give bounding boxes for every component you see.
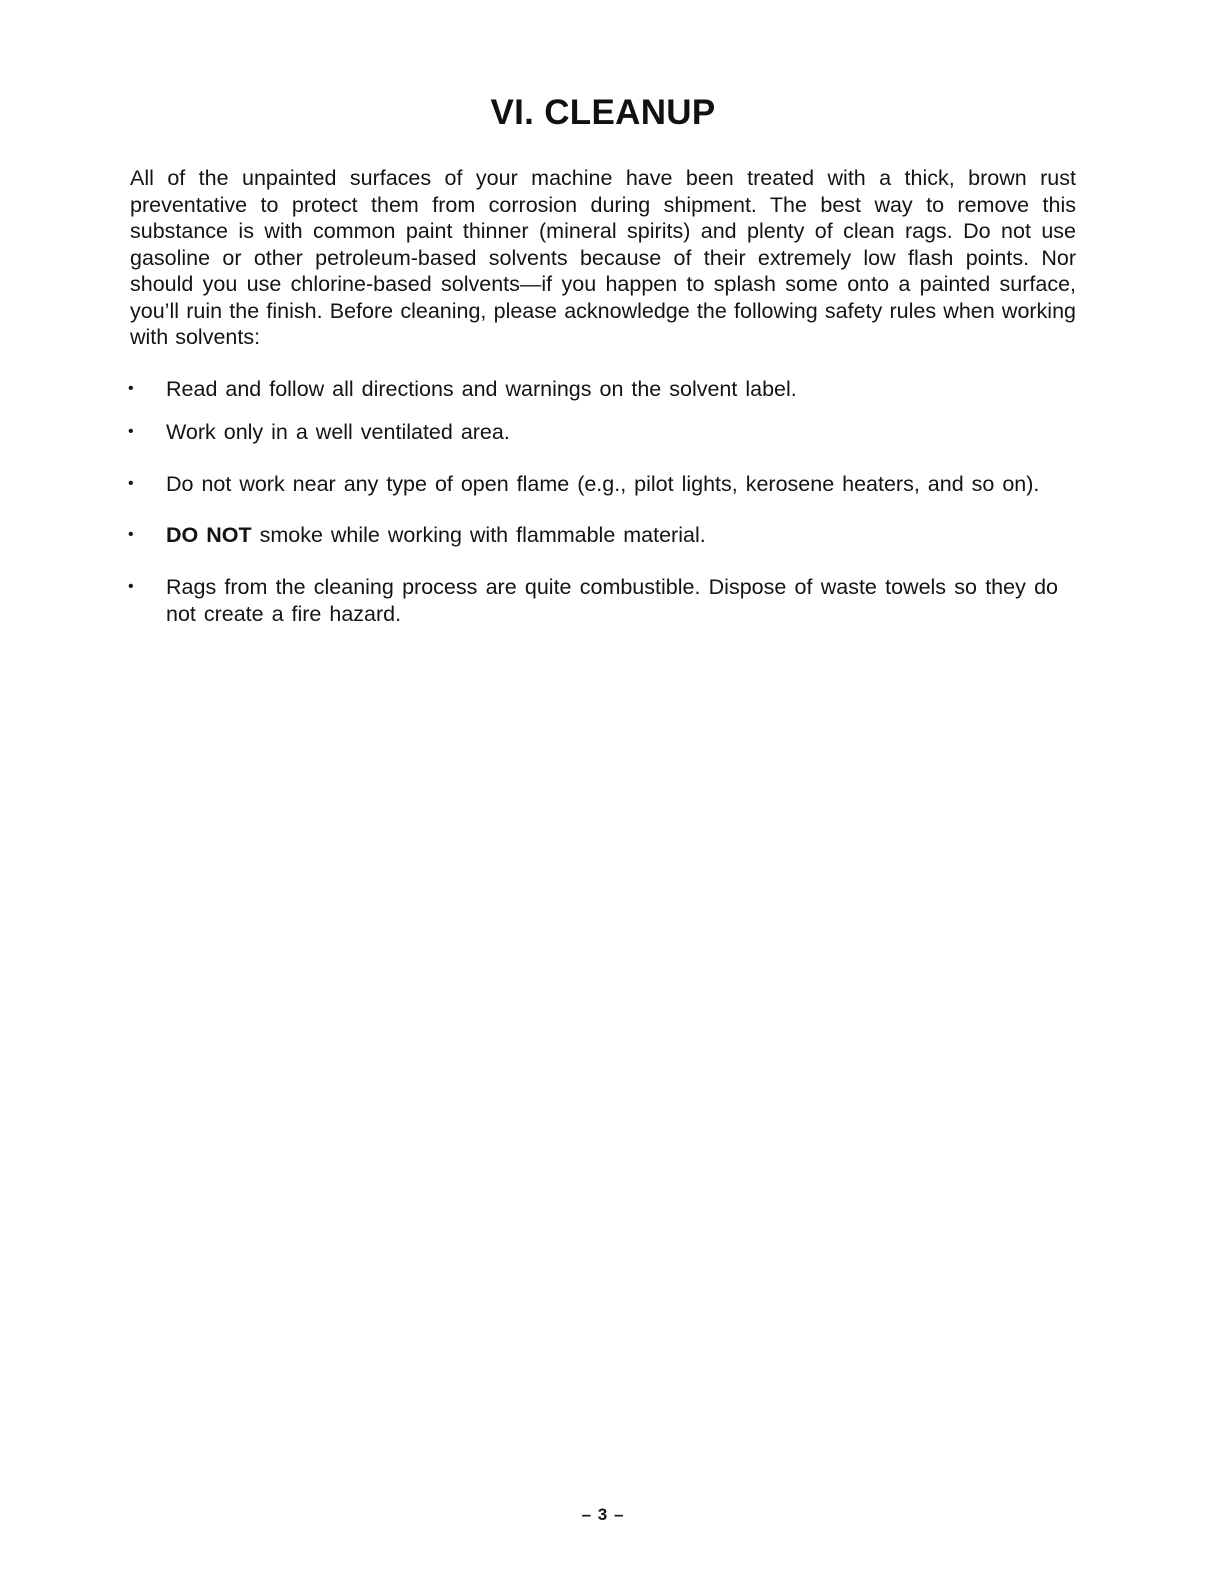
page-number: – 3 –: [581, 1505, 625, 1524]
bullet-icon: •: [128, 422, 134, 440]
safety-rule: [128, 471, 1058, 498]
safety-rule: [128, 522, 1058, 549]
safety-rule-text: smoke while working with flammable material.: [251, 522, 706, 547]
safety-rule: [128, 574, 1058, 627]
safety-rule-text: Read and follow all directions and warnings on the solvent label.: [166, 377, 797, 401]
safety-rule-text: Rags from the cleaning process are quite combustible. Dispose of waste towels so they do not create a fire hazard.: [166, 575, 1058, 626]
bullet-icon: •: [128, 578, 134, 595]
bullet-icon: •: [128, 380, 134, 397]
safety-rule-text: Do not work near any type of open flame (e.g., pilot lights, kerosene heaters, and so on).: [166, 472, 1040, 496]
intro-paragraph: All of the unpainted surfaces of your machine have been treated with a thick, brown rust preventative to protect them from corrosion during shipment. The best way to remove this substance is with common paint thinner (mineral spirits) and plenty of clean rags. Do not use gasoline or other petroleum-based solvents because of their extremely low flash points. Nor should you use chlorine-based solvents—if you happen to splash some onto a painted surface, you’ll ruin the finish. Before cleaning, please acknowledge the following safety rules when working with solvents:: [130, 166, 1076, 349]
safety-rule-emphasis: DO NOT: [166, 522, 252, 547]
safety-rule-text: Work only in a well ventilated area.: [166, 419, 510, 444]
bullet-icon: •: [128, 475, 134, 492]
section-title: VI. CLEANUP: [490, 93, 716, 132]
safety-rule: [128, 419, 1058, 446]
bullet-icon: •: [128, 525, 134, 543]
safety-rule: [128, 376, 1058, 403]
safety-rules-list: [128, 376, 1058, 627]
